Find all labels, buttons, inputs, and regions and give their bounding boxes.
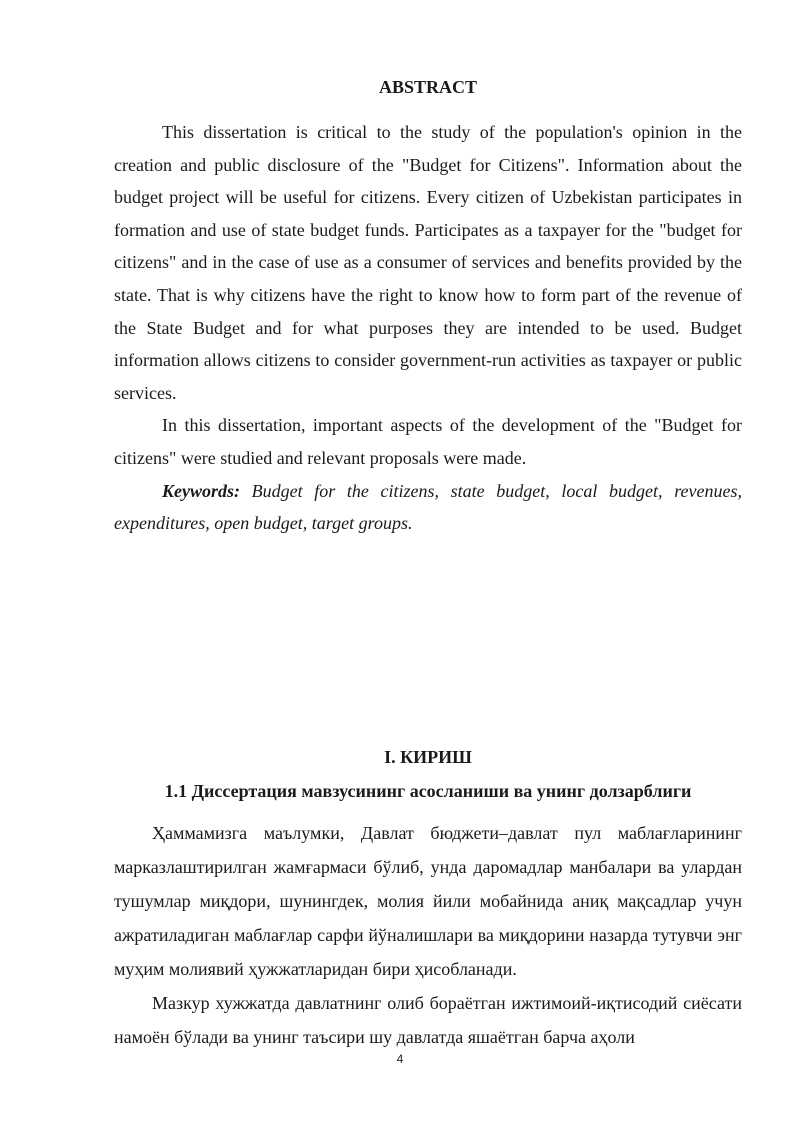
page-number: 4 [396, 1052, 404, 1066]
abstract-heading: ABSTRACT [378, 77, 478, 97]
keywords-paragraph [114, 475, 742, 540]
abstract-paragraph-1: This dissertation is critical to the study of the population's opinion in the creation and public disclosure of the "Budget for Citizens". Information about the budget project will be useful for citizens. Every citizen of Uzbekistan participates in formation and use of state budget funds. Participates as a taxpayer for the "budget for citizens" and in the case of use as a consumer of services and benefits provided by the state. That is why citizens have the right to know how to form part of the revenue of the State Budget and for what purposes they are intended to be used. Budget information allows citizens to consider government-run activities as taxpayer or public services. [114, 122, 742, 403]
introduction-body [114, 816, 742, 1054]
introduction-paragraph-1: Ҳаммамизга маълумки, Давлат бюджети–давлат пул маблағларининг марказлаштирилган жамғармаси бўлиб, унда даромадлар манбалари ва улардан тушумлар миқдори, шунингдек, молия йили мобайнида аниқ мақсадлар учун ажратиладиган маблағлар сарфи йўналишлари ва миқдорини назарда тутувчи энг муҳим молиявий ҳужжатларидан бири ҳисобланади. [114, 823, 742, 979]
introduction-paragraph-2: Мазкур хужжатда давлатнинг олиб бораётган ижтимоий-иқтисодий сиёсати намоён бўлади ва унинг таъсири шу давлатда яшаётган барча аҳоли [114, 993, 742, 1047]
keywords-text: Budget for the citizens, state budget, local budget, revenues, expenditures, open budget, target groups. [114, 480, 742, 534]
subsection-heading: 1.1 Диссертация мавзусининг асосланиши ва унинг долзарблиги [164, 781, 692, 801]
section-heading: I. КИРИШ [384, 747, 472, 767]
keywords-label: Keywords: [162, 480, 240, 501]
abstract-paragraph-2: In this dissertation, important aspects of the development of the "Budget for citizens" were studied and relevant proposals were made. [114, 415, 742, 468]
abstract-body [114, 116, 742, 540]
